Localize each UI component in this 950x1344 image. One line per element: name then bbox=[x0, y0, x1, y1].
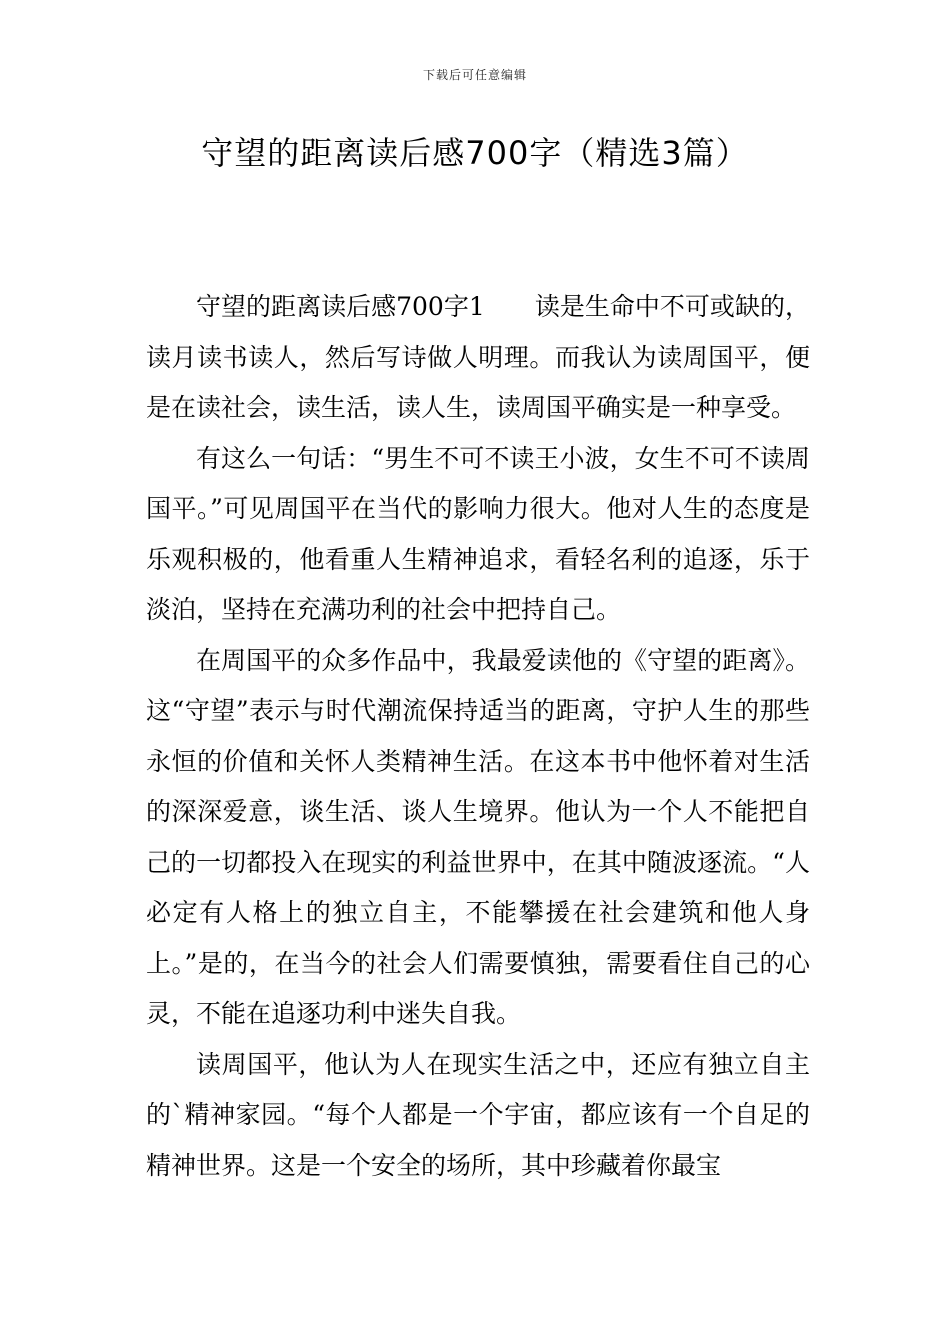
paragraph: 有这么一句话：“男生不可不读王小波，女生不可不读周国平。”可见周国平在当代的影响力很大。他对人生的态度是乐观积极的，他看重人生精神追求，看轻名利的追逐，乐于淡泊，坚持在充满功利的社会中把持自己。 bbox=[146, 443, 810, 624]
document-body bbox=[146, 282, 810, 1191]
header-note: 下载后可任意编辑 bbox=[422, 68, 527, 82]
paragraph: 在周国平的众多作品中，我最爱读他的《守望的距离》。这“守望”表示与时代潮流保持适当的距离，守护人生的那些永恒的价值和关怀人类精神生活。在这本书中他怀着对生活的深深爱意，谈生活、谈人生境界。他认为一个人不能把自己的一切都投入在现实的利益世界中，在其中随波逐流。“人必定有人格上的独立自主，不能攀援在社会建筑和他人身上。”是的，在当今的社会人们需要慎独，需要看住自己的心灵，不能在追逐功利中迷失自我。 bbox=[146, 645, 810, 1028]
paragraph: 守望的距离读后感700字1 读是生命中不可或缺的，读月读书读人，然后写诗做人明理。而我认为读周国平，便是在读社会，读生活，读人生，读周国平确实是一种享受。 bbox=[146, 292, 810, 422]
paragraph: 读周国平，他认为人在现实生活之中，还应有独立自主的`精神家园。“每个人都是一个宇宙，都应该有一个自足的精神世界。这是一个安全的场所，其中珍藏着你最宝 bbox=[146, 1049, 810, 1180]
document-title: 守望的距离读后感700字（精选3篇） bbox=[201, 134, 749, 172]
